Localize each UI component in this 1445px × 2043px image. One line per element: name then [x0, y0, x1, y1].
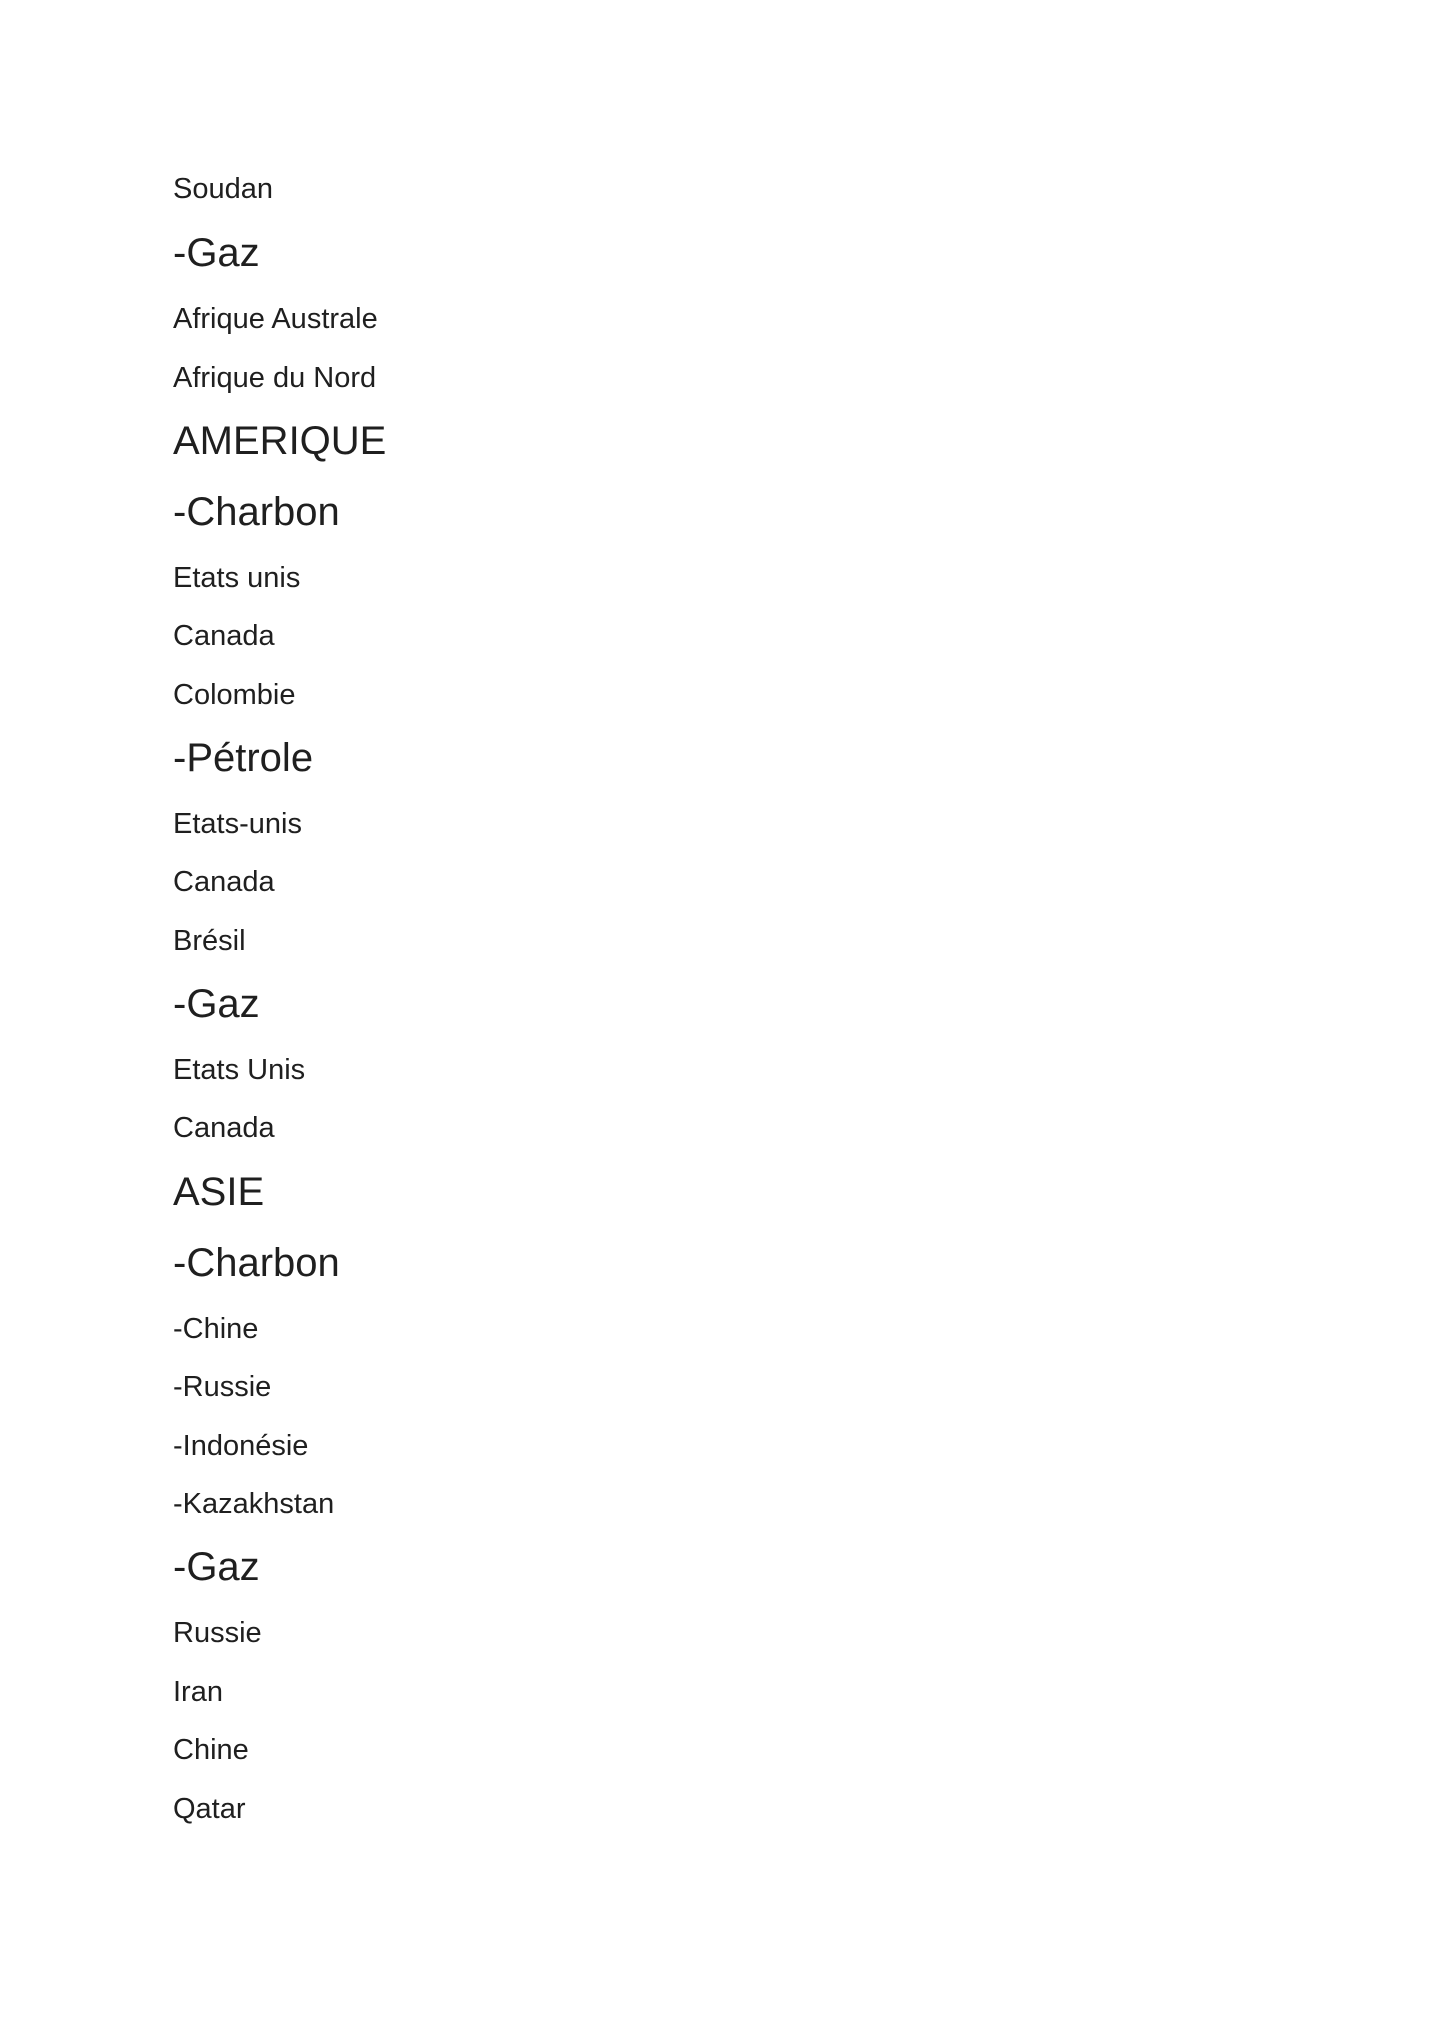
list-item: -Indonésie: [173, 1430, 309, 1462]
list-item: Etats-unis: [173, 808, 302, 840]
list-item: -Chine: [173, 1313, 259, 1345]
list-item: Russie: [173, 1617, 262, 1649]
list-item: Etats unis: [173, 562, 301, 594]
list-item: Canada: [173, 620, 275, 652]
section-heading: AMERIQUE: [173, 419, 387, 463]
list-item: Chine: [173, 1734, 249, 1766]
section-heading: -Charbon: [173, 1241, 340, 1285]
list-item: -Kazakhstan: [173, 1488, 335, 1520]
section-heading: -Gaz: [173, 982, 260, 1026]
list-item: Canada: [173, 1112, 275, 1144]
section-heading: -Charbon: [173, 490, 340, 534]
list-item: Iran: [173, 1676, 223, 1708]
list-item: Etats Unis: [173, 1054, 306, 1086]
list-item: Canada: [173, 866, 275, 898]
list-item: Afrique Australe: [173, 303, 378, 335]
list-item: Qatar: [173, 1793, 246, 1825]
section-heading: -Gaz: [173, 1545, 260, 1589]
list-item: -Russie: [173, 1371, 272, 1403]
list-item: Colombie: [173, 679, 296, 711]
list-item: Brésil: [173, 925, 246, 957]
section-heading: ASIE: [173, 1170, 265, 1214]
section-heading: -Gaz: [173, 231, 260, 275]
list-item: Afrique du Nord: [173, 362, 377, 394]
list-item: Soudan: [173, 173, 273, 205]
section-heading: -Pétrole: [173, 736, 314, 780]
